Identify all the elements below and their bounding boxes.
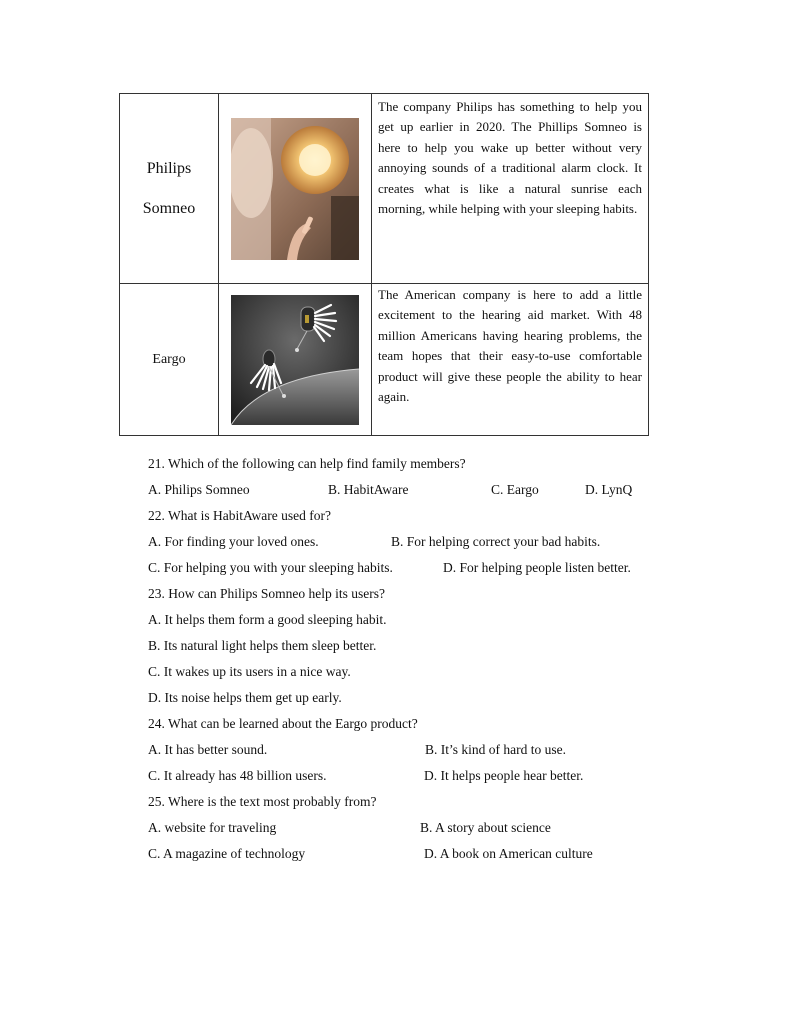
option-b[interactable]: B. It’s kind of hard to use.	[425, 742, 566, 757]
question-23: 23. How can Philips Somneo help its users?	[148, 586, 385, 601]
option-d[interactable]: D. LynQ	[585, 482, 633, 497]
option-b[interactable]: B. Its natural light helps them sleep better.	[148, 638, 377, 653]
options-row	[148, 841, 658, 867]
option-d[interactable]: D. It helps people hear better.	[424, 768, 584, 783]
product-name-somneo: Somneo	[142, 199, 196, 217]
product-description: The company Philips has something to help you get up earlier in 2020. The Phillips Somneo is here to help you wake up better without very annoying sounds of a traditional alarm clock. It creates what is like a natural sunrise each morning, while helping with your sleeping habits.	[378, 99, 642, 217]
option-c[interactable]: C. A magazine of technology	[148, 846, 306, 861]
product-name-eargo: Eargo	[152, 351, 186, 367]
table-row	[120, 94, 649, 284]
option-b[interactable]: B. A story about science	[420, 820, 551, 835]
option-c[interactable]: C. It wakes up its users in a nice way.	[148, 664, 351, 679]
option-a[interactable]: A. Philips Somneo	[148, 482, 250, 497]
product-description-cell	[372, 284, 649, 436]
question-25: 25. Where is the text most probably from?	[148, 794, 377, 809]
product-table	[119, 93, 649, 436]
product-image-cell	[219, 284, 372, 436]
option-c[interactable]: C. Eargo	[491, 482, 539, 497]
product-name-philips: Philips	[146, 159, 192, 177]
product-name-cell	[120, 284, 219, 436]
option-b[interactable]: B. For helping correct your bad habits.	[391, 534, 601, 549]
option-c[interactable]: C. It already has 48 billion users.	[148, 768, 327, 783]
options-row	[148, 737, 658, 763]
option-a[interactable]: A. For finding your loved ones.	[148, 534, 319, 549]
option-d[interactable]: D. A book on American culture	[424, 846, 593, 861]
option-a[interactable]: A. It has better sound.	[148, 742, 268, 757]
hearing-aid-photo	[231, 295, 359, 425]
question-24: 24. What can be learned about the Eargo product?	[148, 716, 418, 731]
option-d[interactable]: D. For helping people listen better.	[443, 560, 631, 575]
options-row	[148, 815, 658, 841]
question-22: 22. What is HabitAware used for?	[148, 508, 331, 523]
options-row	[148, 685, 658, 711]
product-description: The American company is here to add a little excitement to the hearing aid market. With 48 million Americans having hearing problems, the team hopes that their easy-to-use comfortable product will give these people the ability to hear again.	[378, 287, 642, 405]
options-row	[148, 529, 658, 555]
question-21: 21. Which of the following can help find family members?	[148, 456, 466, 471]
product-name-cell	[120, 94, 219, 284]
option-d[interactable]: D. Its noise helps them get up early.	[148, 690, 342, 705]
options-row	[148, 633, 658, 659]
questions-section	[148, 451, 658, 867]
product-image-cell	[219, 94, 372, 284]
options-row	[148, 477, 658, 503]
options-row	[148, 659, 658, 685]
sunrise-lamp-photo	[231, 118, 359, 260]
options-row	[148, 607, 658, 633]
option-a[interactable]: A. It helps them form a good sleeping habit.	[148, 612, 387, 627]
option-b[interactable]: B. HabitAware	[328, 482, 409, 497]
options-row	[148, 555, 658, 581]
product-description-cell	[372, 94, 649, 284]
table-row	[120, 284, 649, 436]
option-c[interactable]: C. For helping you with your sleeping habits.	[148, 560, 393, 575]
options-row	[148, 763, 658, 789]
option-a[interactable]: A. website for traveling	[148, 820, 277, 835]
